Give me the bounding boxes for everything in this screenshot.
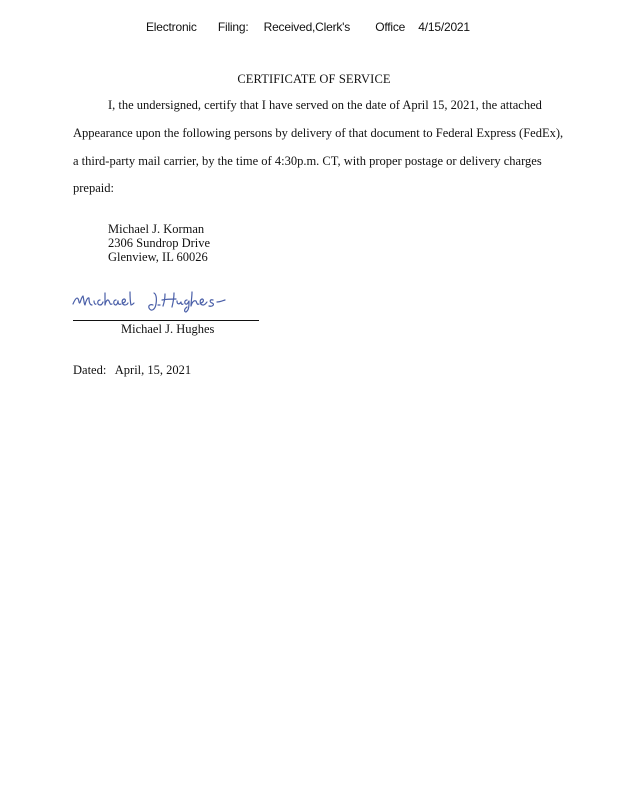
recipient-address bbox=[108, 222, 210, 264]
header-office: Office bbox=[375, 20, 406, 34]
dated-value: April, 15, 2021 bbox=[114, 363, 192, 377]
dated-label: Dated: bbox=[73, 363, 107, 377]
signature-line bbox=[73, 320, 259, 321]
certificate-line-4: prepaid: bbox=[73, 181, 114, 195]
electronic-filing-header bbox=[146, 20, 470, 34]
recipient-street: 2306 Sundrop Drive bbox=[108, 236, 211, 250]
dated-line bbox=[73, 363, 191, 378]
certificate-line-2: Appearance upon the following persons by delivery of that document to Federal Express (FedEx), bbox=[73, 126, 564, 140]
certificate-line-1: I, the undersigned, certify that I have served on the date of April 15, 2021, the attached bbox=[108, 98, 542, 112]
certificate-line-3: a third-party mail carrier, by the time of 4:30p.m. CT, with proper postage or delivery charges bbox=[73, 154, 542, 168]
header-date: 4/15/2021 bbox=[418, 20, 470, 34]
header-received: Received,Clerk's bbox=[263, 20, 351, 34]
recipient-city-state-zip: Glenview, IL 60026 bbox=[108, 250, 208, 264]
recipient-name: Michael J. Korman bbox=[108, 222, 205, 236]
certificate-title: CERTIFICATE OF SERVICE bbox=[237, 72, 391, 86]
signer-name: Michael J. Hughes bbox=[121, 322, 215, 336]
header-filing: Filing: bbox=[217, 20, 249, 34]
header-electronic: Electronic bbox=[146, 20, 197, 34]
handwritten-signature bbox=[70, 288, 235, 316]
